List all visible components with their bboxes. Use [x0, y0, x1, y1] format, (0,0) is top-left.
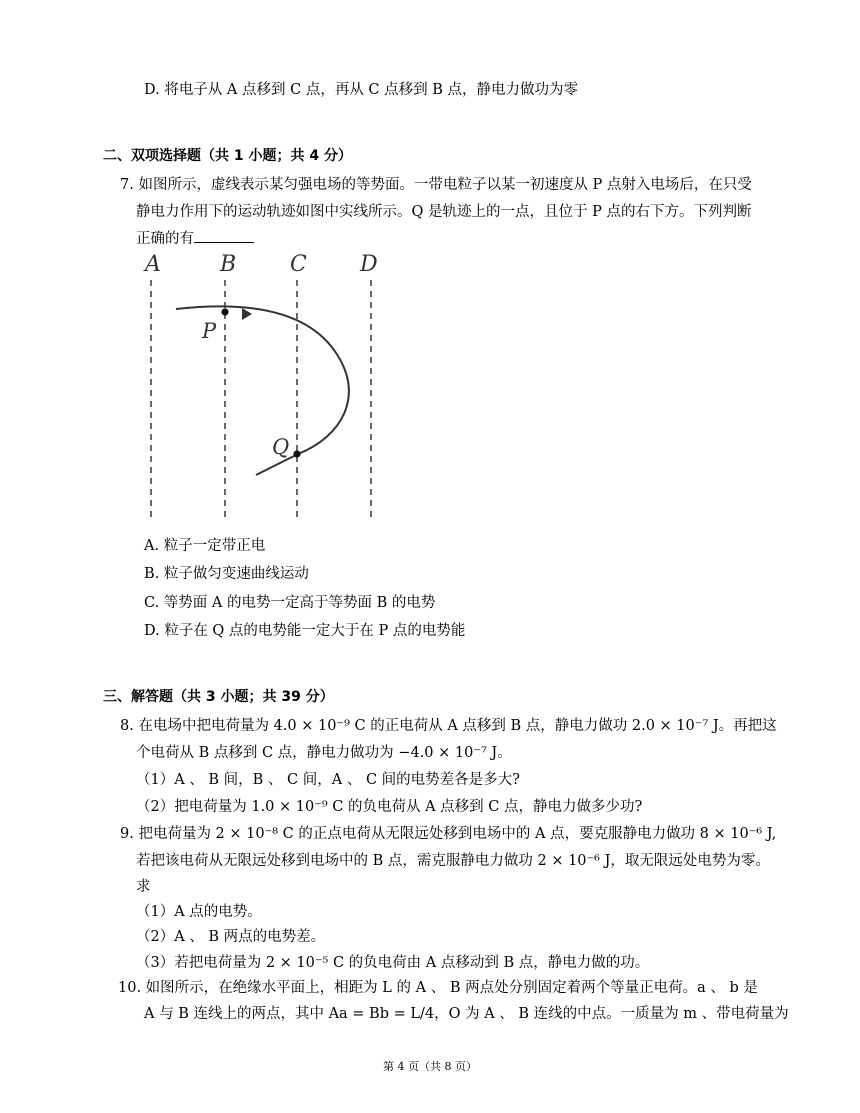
plane-label-b: B [220, 252, 237, 277]
section2-heading: 二、双项选择题（共 1 小题；共 4 分） [103, 148, 352, 164]
point-p-dot [221, 308, 228, 315]
q10-stem-line1: 10. 如图所示，在绝缘水平面上，相距为 L 的 A 、 B 两点处分别固定着两个等量正电荷。a 、 b 是 [118, 980, 758, 996]
q7-stem-line2: 静电力作用下的运动轨迹如图中实线所示。Q 是轨迹上的一点，且位于 P 点的右下方。下列判断 [136, 204, 752, 220]
section3-heading: 三、解答题（共 3 小题；共 39 分） [103, 689, 334, 705]
point-p-label: P [202, 319, 217, 343]
q7-option-c: C. 等势面 A 的电势一定高于等势面 B 的电势 [144, 595, 436, 611]
point-q-label: Q [272, 435, 290, 459]
q7-option-d: D. 粒子在 Q 点的电势能一定大于在 P 点的电势能 [144, 623, 466, 639]
q9-sub1: （1）A 点的电势。 [136, 904, 262, 920]
q8-stem-line1: 8. 在电场中把电荷量为 4.0 × 10⁻⁹ C 的正电荷从 A 点移到 B 点，静电力做功 2.0 × 10⁻⁷ J。再把这 [120, 718, 777, 734]
q9-stem-line2: 若把该电荷从无限远处移到电场中的 B 点，需克服静电力做功 2 × 10⁻⁶ J，取无限远处电势为零。 [136, 853, 770, 869]
page-footer: 第 4 页（共 8 页） [383, 1060, 477, 1073]
plane-label-a: A [145, 252, 161, 277]
q7-option-b: B. 粒子做匀变速曲线运动 [144, 566, 309, 582]
point-q-dot [293, 450, 300, 457]
direction-arrow-icon [242, 308, 252, 320]
q9-stem-line1: 9. 把电荷量为 2 × 10⁻⁸ C 的正点电荷从无限远处移到电场中的 A 点，要克服静电力做功 8 × 10⁻⁶ J, [120, 826, 777, 842]
q7-option-a: A. 粒子一定带正电 [144, 538, 266, 554]
q6-option-d: D. 将电子从 A 点移到 C 点，再从 C 点移到 B 点，静电力做功为零 [144, 82, 579, 98]
q9-sub2: （2）A 、 B 两点的电势差。 [136, 929, 326, 945]
q8-stem-line2: 个电荷从 B 点移到 C 点，静电力做功为 −4.0 × 10⁻⁷ J。 [136, 745, 512, 761]
q10-stem-line2: A 与 B 连线上的两点，其中 Aa = Bb = L/4，O 为 A 、 B 连线的中点。一质量为 m 、带电荷量为 [144, 1006, 789, 1022]
equipotential-figure [138, 246, 388, 521]
q7-stem-line1: 7. 如图所示，虚线表示某匀强电场的等势面。一带电粒子以某一初速度从 P 点射入电场后，在只受 [120, 177, 752, 193]
q8-sub2: （2）把电荷量为 1.0 × 10⁻⁹ C 的负电荷从 A 点移到 C 点，静电力做多少功? [136, 799, 643, 815]
plane-label-c: C [290, 252, 307, 277]
q9-stem-line3: 求 [136, 879, 151, 895]
q7-stem-text: 正确的有 [136, 231, 194, 247]
q8-sub1: （1）A 、 B 间，B 、 C 间，A 、 C 间的电势差各是多大? [136, 772, 520, 788]
plane-label-d: D [360, 252, 378, 277]
q9-sub3: （3）若把电荷量为 2 × 10⁻⁵ C 的负电荷由 A 点移动到 B 点，静电力做的功。 [136, 955, 650, 971]
answer-blank [194, 228, 254, 243]
